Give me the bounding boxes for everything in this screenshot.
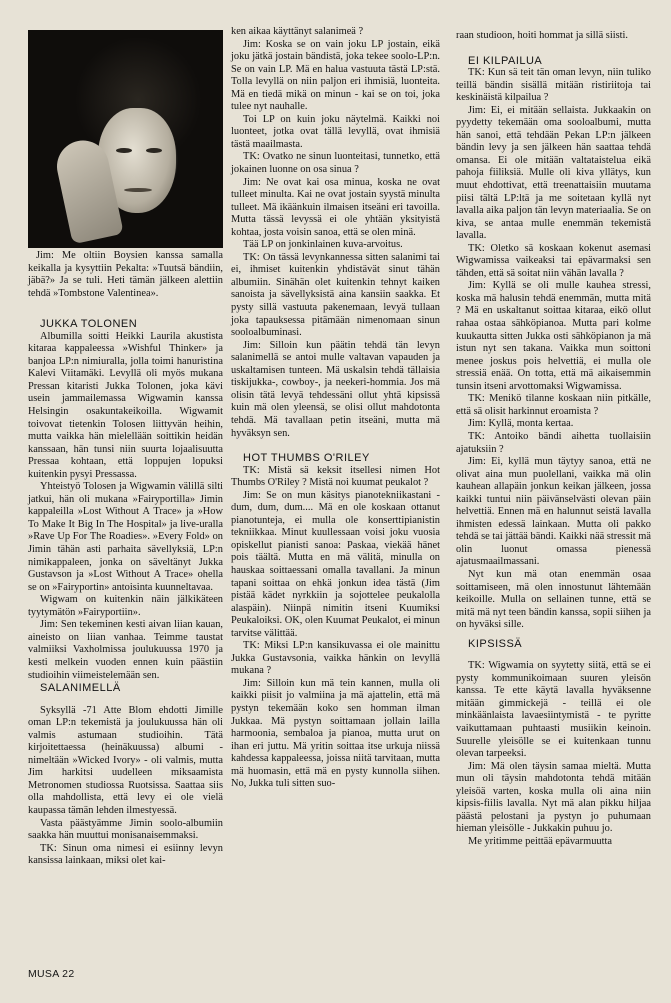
paragraph: Jim: Kyllä, monta kertaa.: [468, 418, 574, 430]
eye-left: [116, 148, 132, 153]
paragraph: TK: Sinun oma nimesi ei esiinny levyn kansissa lainkaan, miksi olet kai-: [28, 842, 223, 867]
column-1: [28, 250, 223, 868]
paragraph: Toi LP on kuin joku näytelmä. Kaikki noi luonteet, jotka ovat tällä levyllä, ovat ihmisiä tästä maailmasta.: [231, 113, 440, 150]
mouth: [124, 188, 152, 192]
paragraph: Jim: Ei, kyllä mun täytyy sanoa, että ne olivat aina mun puolellani, vaikka mä olin kauhean allapäin jonkun keikan jälkeen, jossa kaikki tuntui niin päivänselvästi olevan päin helvettiä. Ennen mä en halunnut seistä lavalla ihmisten edessä lainkaan. Mutta oli pakko tehdä se tai jättää bändi. Kaikki nää stressit mä olin luonut omassa pienessä ajatusmaailmassani.: [456, 456, 651, 568]
paragraph: ken aikaa käyttänyt salanimeä ?: [231, 26, 364, 37]
heading-kipsissa: KIPSISSÄ: [468, 637, 523, 650]
paragraph: Jim: Silloin kun päätin tehdä tän levyn salanimellä se antoi mulle valtavan vapauden ja uskaltamisen tunteen. Mä uskalsin tehdä tällaisia tiskijukka-, cowboy-, ja neekeri-hommia. Jos mä olisin tätä levyä tehdessäni ollut yhtä kipsissä kuin mä olen yleensä, se olisi ollut mahdotonta tehdä. Mä tavallaan petin itseäni, mutta mä hyväksyn sen.: [231, 339, 440, 439]
column-3: [456, 30, 651, 848]
paragraph: TK: Antoiko bändi aihetta tuollaisiin ajatuksiin ?: [456, 430, 651, 455]
paragraph: Vasta päästyämme Jimin soolo-albumiin saakka hän muuttui monisanaisemmaksi.: [28, 817, 223, 842]
paragraph: TK: Menikö tilanne koskaan niin pitkälle, että sä olisit harkinnut eroamista ?: [456, 393, 651, 417]
heading-hot-thumbs: HOT THUMBS O'RILEY: [243, 452, 370, 465]
heading-salanimella: SALANIMELLÄ: [40, 682, 121, 695]
portrait-photo: [28, 30, 223, 248]
paragraph: Jim: Sen tekeminen kesti aivan liian kauan, aineisto on liian vanhaa. Teimme taustat valmiiksi Vaxholmissa joulukuussa 1970 ja kesti melkein vuoden ennen kuin päästiin studioihin viimeistelemään sen.: [28, 619, 223, 681]
heading-ei-kilpailua: EI KILPAILUA: [468, 54, 543, 67]
paragraph: Yhteistyö Tolosen ja Wigwamin välillä silti jatkui, hän oli mukana »Fairyportilla» Jimin kappaleilla »Lost Without A Trace» ja »How To Make It Big In The Hospital» ja live-uralla »Rave Up For The Roadies». »Every Fold» on Jimin tähän asti parhaita sävellyksiä, LP:n nimikappaleen, jonka on säveltänyt Jukka Gustavson ja »Lost Without A Trace» ohella se on »Fairyportin» antoisinta kuunneltavaa.: [28, 481, 223, 593]
paragraph: raan studioon, hoiti hommat ja sillä siisti.: [456, 30, 629, 41]
heading-jukka-tolonen: JUKKA TOLONEN: [40, 318, 138, 331]
photo-caption: Jim: Me oltiin Boysien kanssa samalla keikalla ja kysyttiin Pekalta: »Tuutsä bändiin, jäbä?» Ja se tuli. Heti tämän jälkeen alettiin tehdä »Tombstone Valentinea».: [28, 250, 223, 299]
paragraph: TK: Wigwamia on syytetty siitä, että se ei pysty kommunikoimaan suuren yleisön kanssa. Te ette käytä lavalla hyväksenne mitään gimmickejä - teillä ei ole minkäänlaista lavaesiintymistä - te pyritte vaikuttamaan puhtaasti musiikin keinoin. Suurelle yleisölle se ei kuitenkaan tunnu olevan tarpeeksi.: [456, 660, 651, 760]
paragraph: Jim: Mä olen täysin samaa mieltä. Mutta mun oli täysin mahdotonta tehdä mitään yleisöä varten, koska mulla oli aina niin kipsis-fiilis lavalla. Nyt mä alan pikku hiljaa päästä pelostani ja pystyn jo puhumaan hieman yleisölle - Jukkakin puhuu jo.: [456, 760, 651, 835]
paragraph: Jim: Koska se on vain joku LP jostain, eikä joku jätkä jostain bändistä, joka tekee soolo-LP:n. Se on vain LP. Mä en halua vastuuta tästä LP:stä. Tolla levyllä on niin paljon eri ihmisiä, luonteita. Mä en tiedä mikä on minun - kai se on toi, joka tulee nyt nauhalle.: [231, 38, 440, 113]
paragraph: TK: Miksi LP:n kansikuvassa ei ole mainittu Jukka Gustavsonia, vaikka hänkin on levyllä mukana ?: [231, 640, 440, 677]
paragraph: Albumilla soitti Heikki Laurila akustista kitaraa kappaleessa »Wishful Thinker» ja banjoa LP:n nimiuralla, jolla toimi hanuristina Kalevi Viitamäki. Levyllä oli myös mukana Pressan kitaristi Jukka Tolonen, joka kävi usein jammailemassa Wigwamin kanssa Helsingin osakuntakeikoilla. Wigwamit toivovat tietenkin Tolosen liittyvän heihin, mutta vaikka hän mielellään soittikin heidän kanssaan, hän tunsi niin suurta lojaalisuutta Pressaa kohtaan, että loppujen lopuksi kuitenkin pysyi Pressassa.: [28, 330, 223, 480]
paragraph: TK: Kun sä teit tän oman levyn, niin tuliko teillä bändin sisällä mitään ristiriitoja tai keskinäistä kilpailua ?: [456, 67, 651, 104]
paragraph: TK: Ovatko ne sinun luonteitasi, tunnetko, että jokainen luonne on osa sinua ?: [231, 151, 440, 176]
paragraph: Jim: Ei, ei mitään sellaista. Jukkaakin on pyydetty tekemään oma sooloalbumi, mutta hän sanoi, että tehdään Pekan LP:n jälkeen bändin levy ja sen jälkeen hän saattaa tehdä omansa. Ei ole mitään valtataistelua eikä pahoja fiiliksiä. Mulle oli kiva yllätys, kun muut ehdottivat, että treenattaisiin muutama piisi tältä LP:ltä ja me soitetaan kyllä nyt lavalla aika paljon tän levyn materiaalia. Se on kiva, se antaa mulle enemmän tekemistä lavalla.: [456, 104, 651, 242]
page-footer: MUSA 22: [28, 968, 75, 980]
paragraph: Me yritimme peittää epävarmuutta: [468, 835, 612, 847]
paragraph: Tää LP on jonkinlainen kuva-arvoitus.: [243, 239, 403, 251]
paragraph: TK: Oletko sä koskaan kokenut asemasi Wigwamissa vaikeaksi tai epävarmaksi sen tähden, että sä soitat niin vähän lavalla ?: [456, 242, 651, 279]
paragraph: Syksyllä -71 Atte Blom ehdotti Jimille oman LP:n tekemistä ja joulukuussa hän oli valmis astumaan studioihin. Tätä kirjoitettaessa (heinäkuussa) albumi - nimeltään »Wicked Ivory» - oli valmis, mutta Jim harkitsi uudelleen miksaamista Metronomen studiossa Ruotsissa. Saattaa siis olla mahdollista, että levy ei ole vielä kaupassa tämän lehden ilmestyessä.: [28, 704, 223, 816]
paragraph: Jim: Ne ovat kai osa minua, koska ne ovat tulleet minulta. Kai ne ovat jostain syystä minulta tulleet. Mä ikäänkuin ilmaisen itseäni eri tavoilla. Mutta tässä levyssä ei ole yhtään yksityistä kohtaa, josta voisin sanoa, että se olen minä.: [231, 176, 440, 238]
paragraph: Jim: Se on mun käsitys pianotekniikastani - dum, dum, dum.... Mä en ole koskaan ottanut pianotunteja, ei mulla ole konserttipianistin tekniikkaa. Minut kuullessaan voisi joku vuosia opiskellut pianisti sanoa: Paskaa, viekää hänet pois täältä. Mutta en mä välitä, minulla on hauskaa soittaessani omalla tavallani. Ja minun tapani soittaa on ehkä jonkun idea tästä (Jim pistää kädet nyrkkiin ja sojottelee peukalolla alaspäin). Niinpä nimitin itseni Kuumiksi Peukaloiksi. OK, olen Kuumat Peukalot, ei minun tarvitse välittää.: [231, 489, 440, 639]
paragraph: Jim: Silloin kun mä tein kannen, mulla oli kaikki piisit jo valmiina ja mä ajattelin, että mä pystyn tekemään koko sen homman ilman Jukkaa. Mä pystyn soittamaan jollain lailla harmoonia, sembaloa ja pianoa, mutta urut on ihan eri juttu. Mä yritin soittaa itse urkuja niissä kahdessa kappaleessa, joissa niitä tarvitaan, mutta mä huomasin, että mä en pysty kunnolla siihen. No, Jukka tuli sitten suo-: [231, 677, 440, 790]
column-2: [231, 26, 440, 791]
paragraph: TK: Mistä sä keksit itsellesi nimen Hot Thumbs O'Riley ? Mistä noi kuumat peukalot ?: [231, 464, 440, 489]
paragraph: Nyt kun mä otan enemmän osaa soittamiseen, mä olen innostunut lähtemään keikoille. Mulla on sellainen tunne, että se mitä mä nyt teen bändin kanssa, sopii siihen ja on hyväksi sille.: [456, 568, 651, 631]
paragraph: Jim: Kyllä se oli mulle kauhea stressi, koska mä halusin tehdä enemmän, mutta mitä ? Mä en uskaltanut soittaa kitaraa, eikö ollut rahaa ostaa sähköpianoa. Mutta pari kolme kuukautta sitten Jukka osti sähköpianon ja mä istun nyt sen takana. Vaikka mun soittoni menee joskus pois helvettiä, ei mulla ole stressiä enää. On totta, että mä aikaisemmin tunsin itseni arvottomaksi Wigwamissa.: [456, 280, 651, 392]
eye-right: [146, 148, 162, 153]
paragraph: TK: On tässä levynkannessa sitten salanimi tai ei, ihmiset kuitenkin yhdistävät sinut tähän albumiin. Sinähän olet kuitenkin tehnyt kaiken sanoista ja sävellyksistä aina kansiin saakka. Et pysty sillä vastuuta pakenemaan, levyä tullaan joka tapauksessa pitämään nimenomaan sinun sooloalbuminasi.: [231, 251, 440, 339]
paragraph: Wigwam on kuitenkin näin jälkikäteen tyytymätön »Fairyportiin».: [28, 594, 223, 618]
